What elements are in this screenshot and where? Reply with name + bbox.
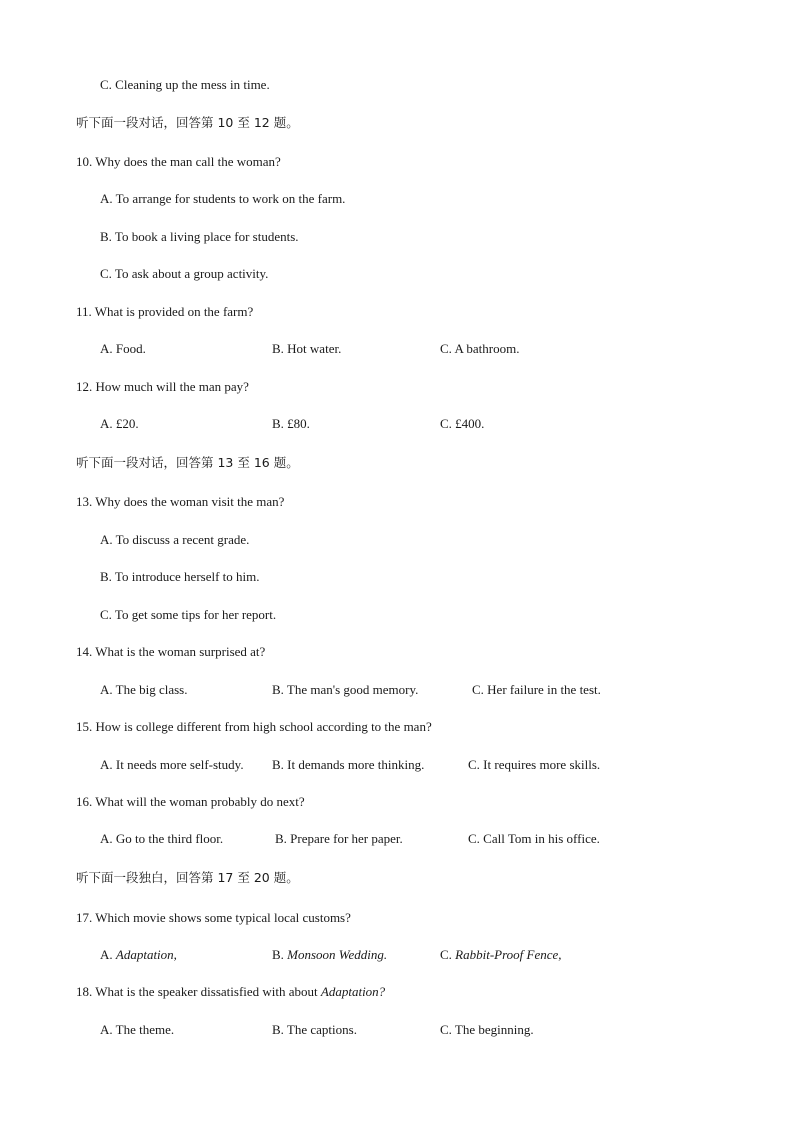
- q13-option-b: B. To introduce herself to him.: [100, 569, 260, 584]
- option-letter: C.: [440, 947, 452, 962]
- q18-option-c: C. The beginning.: [440, 1022, 534, 1037]
- section-instruction-10-12: 听下面一段对话，回答第 10 至 12 题。: [76, 115, 299, 130]
- q18-option-b: B. The captions.: [272, 1022, 357, 1037]
- movie-title: Monsoon Wedding.: [287, 947, 388, 962]
- q17-option-b: [272, 947, 387, 963]
- q16-option-b: B. Prepare for her paper.: [275, 831, 403, 846]
- q18-option-a: A. The theme.: [100, 1022, 175, 1037]
- q16-option-a: A. Go to the third floor.: [100, 831, 224, 846]
- q10-option-c: C. To ask about a group activity.: [100, 266, 269, 281]
- question-text: 18. What is the speaker dissatisfied with about: [76, 984, 318, 999]
- q15-option-c: C. It requires more skills.: [468, 757, 601, 772]
- q14-option-b: B. The man's good memory.: [272, 682, 419, 697]
- question-15: 15. How is college different from high school according to the man?: [76, 719, 432, 734]
- q11-option-a: A. Food.: [100, 341, 146, 356]
- question-10: 10. Why does the man call the woman?: [76, 154, 281, 169]
- section-instruction-13-16: 听下面一段对话，回答第 13 至 16 题。: [76, 455, 299, 470]
- q9-option-c: C. Cleaning up the mess in time.: [100, 77, 270, 92]
- question-18: [76, 984, 385, 1000]
- q12-option-a: A. £20.: [100, 416, 139, 431]
- q12-option-b: B. £80.: [272, 416, 310, 431]
- q11-option-b: B. Hot water.: [272, 341, 342, 356]
- q12-option-c: C. £400.: [440, 416, 485, 431]
- movie-title: Adaptation,: [115, 947, 177, 962]
- q15-option-b: B. It demands more thinking.: [272, 757, 425, 772]
- question-13: 13. Why does the woman visit the man?: [76, 494, 285, 509]
- question-11: 11. What is provided on the farm?: [76, 304, 254, 319]
- q14-option-c: C. Her failure in the test.: [472, 682, 601, 697]
- q13-option-a: A. To discuss a recent grade.: [100, 532, 250, 547]
- question-14: 14. What is the woman surprised at?: [76, 644, 266, 659]
- question-12: 12. How much will the man pay?: [76, 379, 249, 394]
- movie-title: Rabbit-Proof Fence,: [455, 947, 562, 962]
- question-16: 16. What will the woman probably do next?: [76, 794, 305, 809]
- q17-option-a: [100, 947, 177, 963]
- q16-option-c: C. Call Tom in his office.: [468, 831, 600, 846]
- option-letter: A.: [100, 947, 113, 962]
- q13-option-c: C. To get some tips for her report.: [100, 607, 277, 622]
- q10-option-a: A. To arrange for students to work on the farm.: [100, 191, 346, 206]
- option-letter: B.: [272, 947, 284, 962]
- q11-option-c: C. A bathroom.: [440, 341, 520, 356]
- question-17: 17. Which movie shows some typical local customs?: [76, 910, 351, 925]
- q17-option-c: [440, 947, 562, 963]
- q14-option-a: A. The big class.: [100, 682, 188, 697]
- movie-title: Adaptation?: [320, 984, 386, 999]
- q10-option-b: B. To book a living place for students.: [100, 229, 299, 244]
- q15-option-a: A. It needs more self-study.: [100, 757, 244, 772]
- section-instruction-17-20: 听下面一段独白，回答第 17 至 20 题。: [76, 870, 299, 885]
